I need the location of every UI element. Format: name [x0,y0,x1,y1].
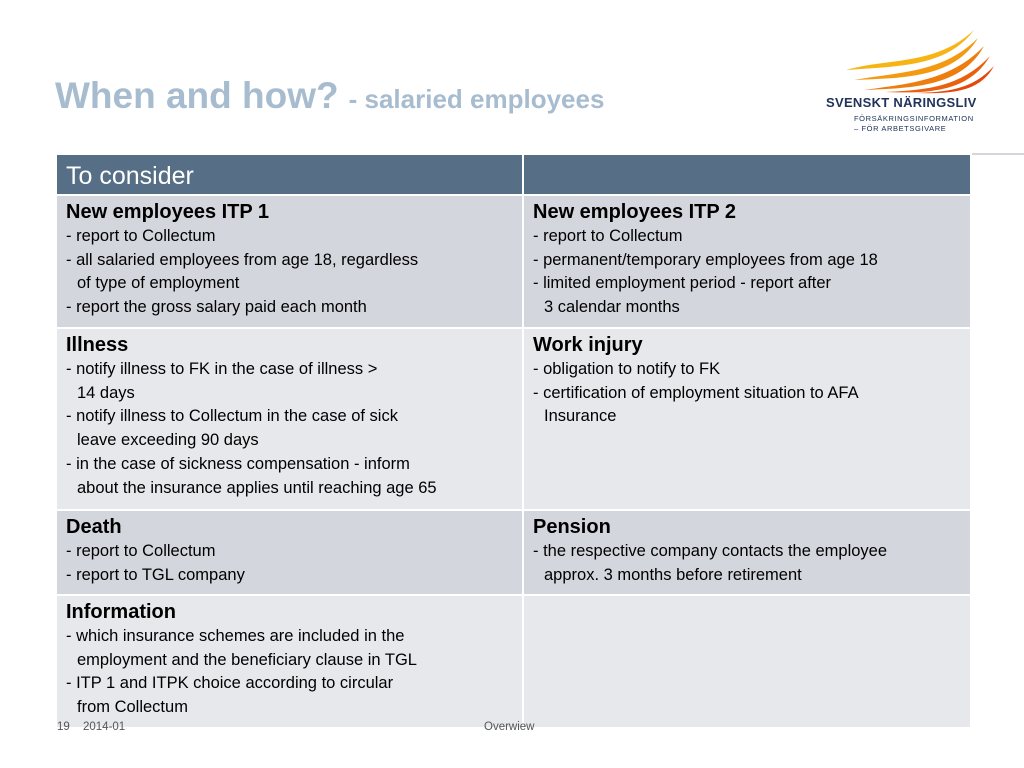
cell-title: New employees ITP 1 [66,201,270,223]
cell-title: Death [66,516,122,538]
table-row [56,195,971,328]
table-cell [523,195,971,328]
list-item: - report to Collectum [533,227,683,245]
list-item: - notify illness to FK in the case of illness > 14 days [66,360,378,402]
cell-item-list [533,540,961,587]
logo-tagline [854,114,974,134]
list-item: - limited employment period - report after 3 calendar months [533,274,832,317]
slide-title-sub: - salaried employees [348,84,605,114]
cell-item-list [66,625,513,720]
cell-item-list [533,225,961,320]
slide-title [55,74,604,121]
cell-item-list [66,540,513,587]
table-header-cell: To consider [56,154,523,195]
table-row [56,510,971,595]
list-item: - notify illness to Collectum in the case of sick leave exceeding 90 days [66,407,398,450]
slide-title-main: When and how? [55,75,339,116]
table-row [56,595,971,728]
cell-item-list [66,358,513,500]
list-item: - in the case of sickness compensation - inform about the insurance applies until reaching age 65 [66,454,437,497]
list-item: - the respective company contacts the employee approx. 3 months before retirement [533,542,888,584]
list-item: - report to Collectum [66,227,216,245]
table-header-cell [523,154,971,195]
header-divider [970,153,1024,155]
logo-tagline-line2: – FÖR ARBETSGIVARE [854,124,947,133]
cell-item-list [66,225,513,320]
list-item: - certification of employment situation to AFA Insurance [533,383,859,426]
list-item: - obligation to notify to FK [533,360,721,378]
list-item: - report to TGL company [66,565,245,584]
cell-title: Information [66,601,176,623]
cell-title: Illness [66,334,129,356]
company-logo [826,28,1001,138]
swoosh-logo-icon [846,28,996,94]
footer-page-number: 19 [57,721,70,733]
cell-item-list [533,358,961,429]
footer-date: 2014-01 [83,721,126,733]
cell-title: Work injury [533,334,643,356]
list-item: - which insurance schemes are included in the employment and the beneficiary clause in TGL [66,627,417,669]
list-item: - ITP 1 and ITPK choice according to circular from Collectum [66,674,394,717]
cell-title: Pension [533,516,611,538]
table-row [56,328,971,510]
list-item: - report to Collectum [66,542,216,560]
table-cell [56,328,523,510]
list-item: - permanent/temporary employees from age 18 [533,250,878,269]
consider-table [55,153,972,729]
table-cell [56,595,523,728]
table-cell [523,510,971,595]
footer-section: Overwiew [484,721,535,733]
table-header-row [56,154,971,195]
cell-title: New employees ITP 2 [533,201,737,223]
logo-name: SVENSKT NÄRINGSLIV [826,95,977,110]
table-cell [56,195,523,328]
list-item: - report the gross salary paid each month [66,298,367,317]
table-cell [523,595,971,728]
list-item: - all salaried employees from age 18, regardless of type of employment [66,250,419,293]
logo-tagline-line1: FÖRSÄKRINGSINFORMATION [854,114,974,123]
table-cell [523,328,971,510]
table-cell [56,510,523,595]
